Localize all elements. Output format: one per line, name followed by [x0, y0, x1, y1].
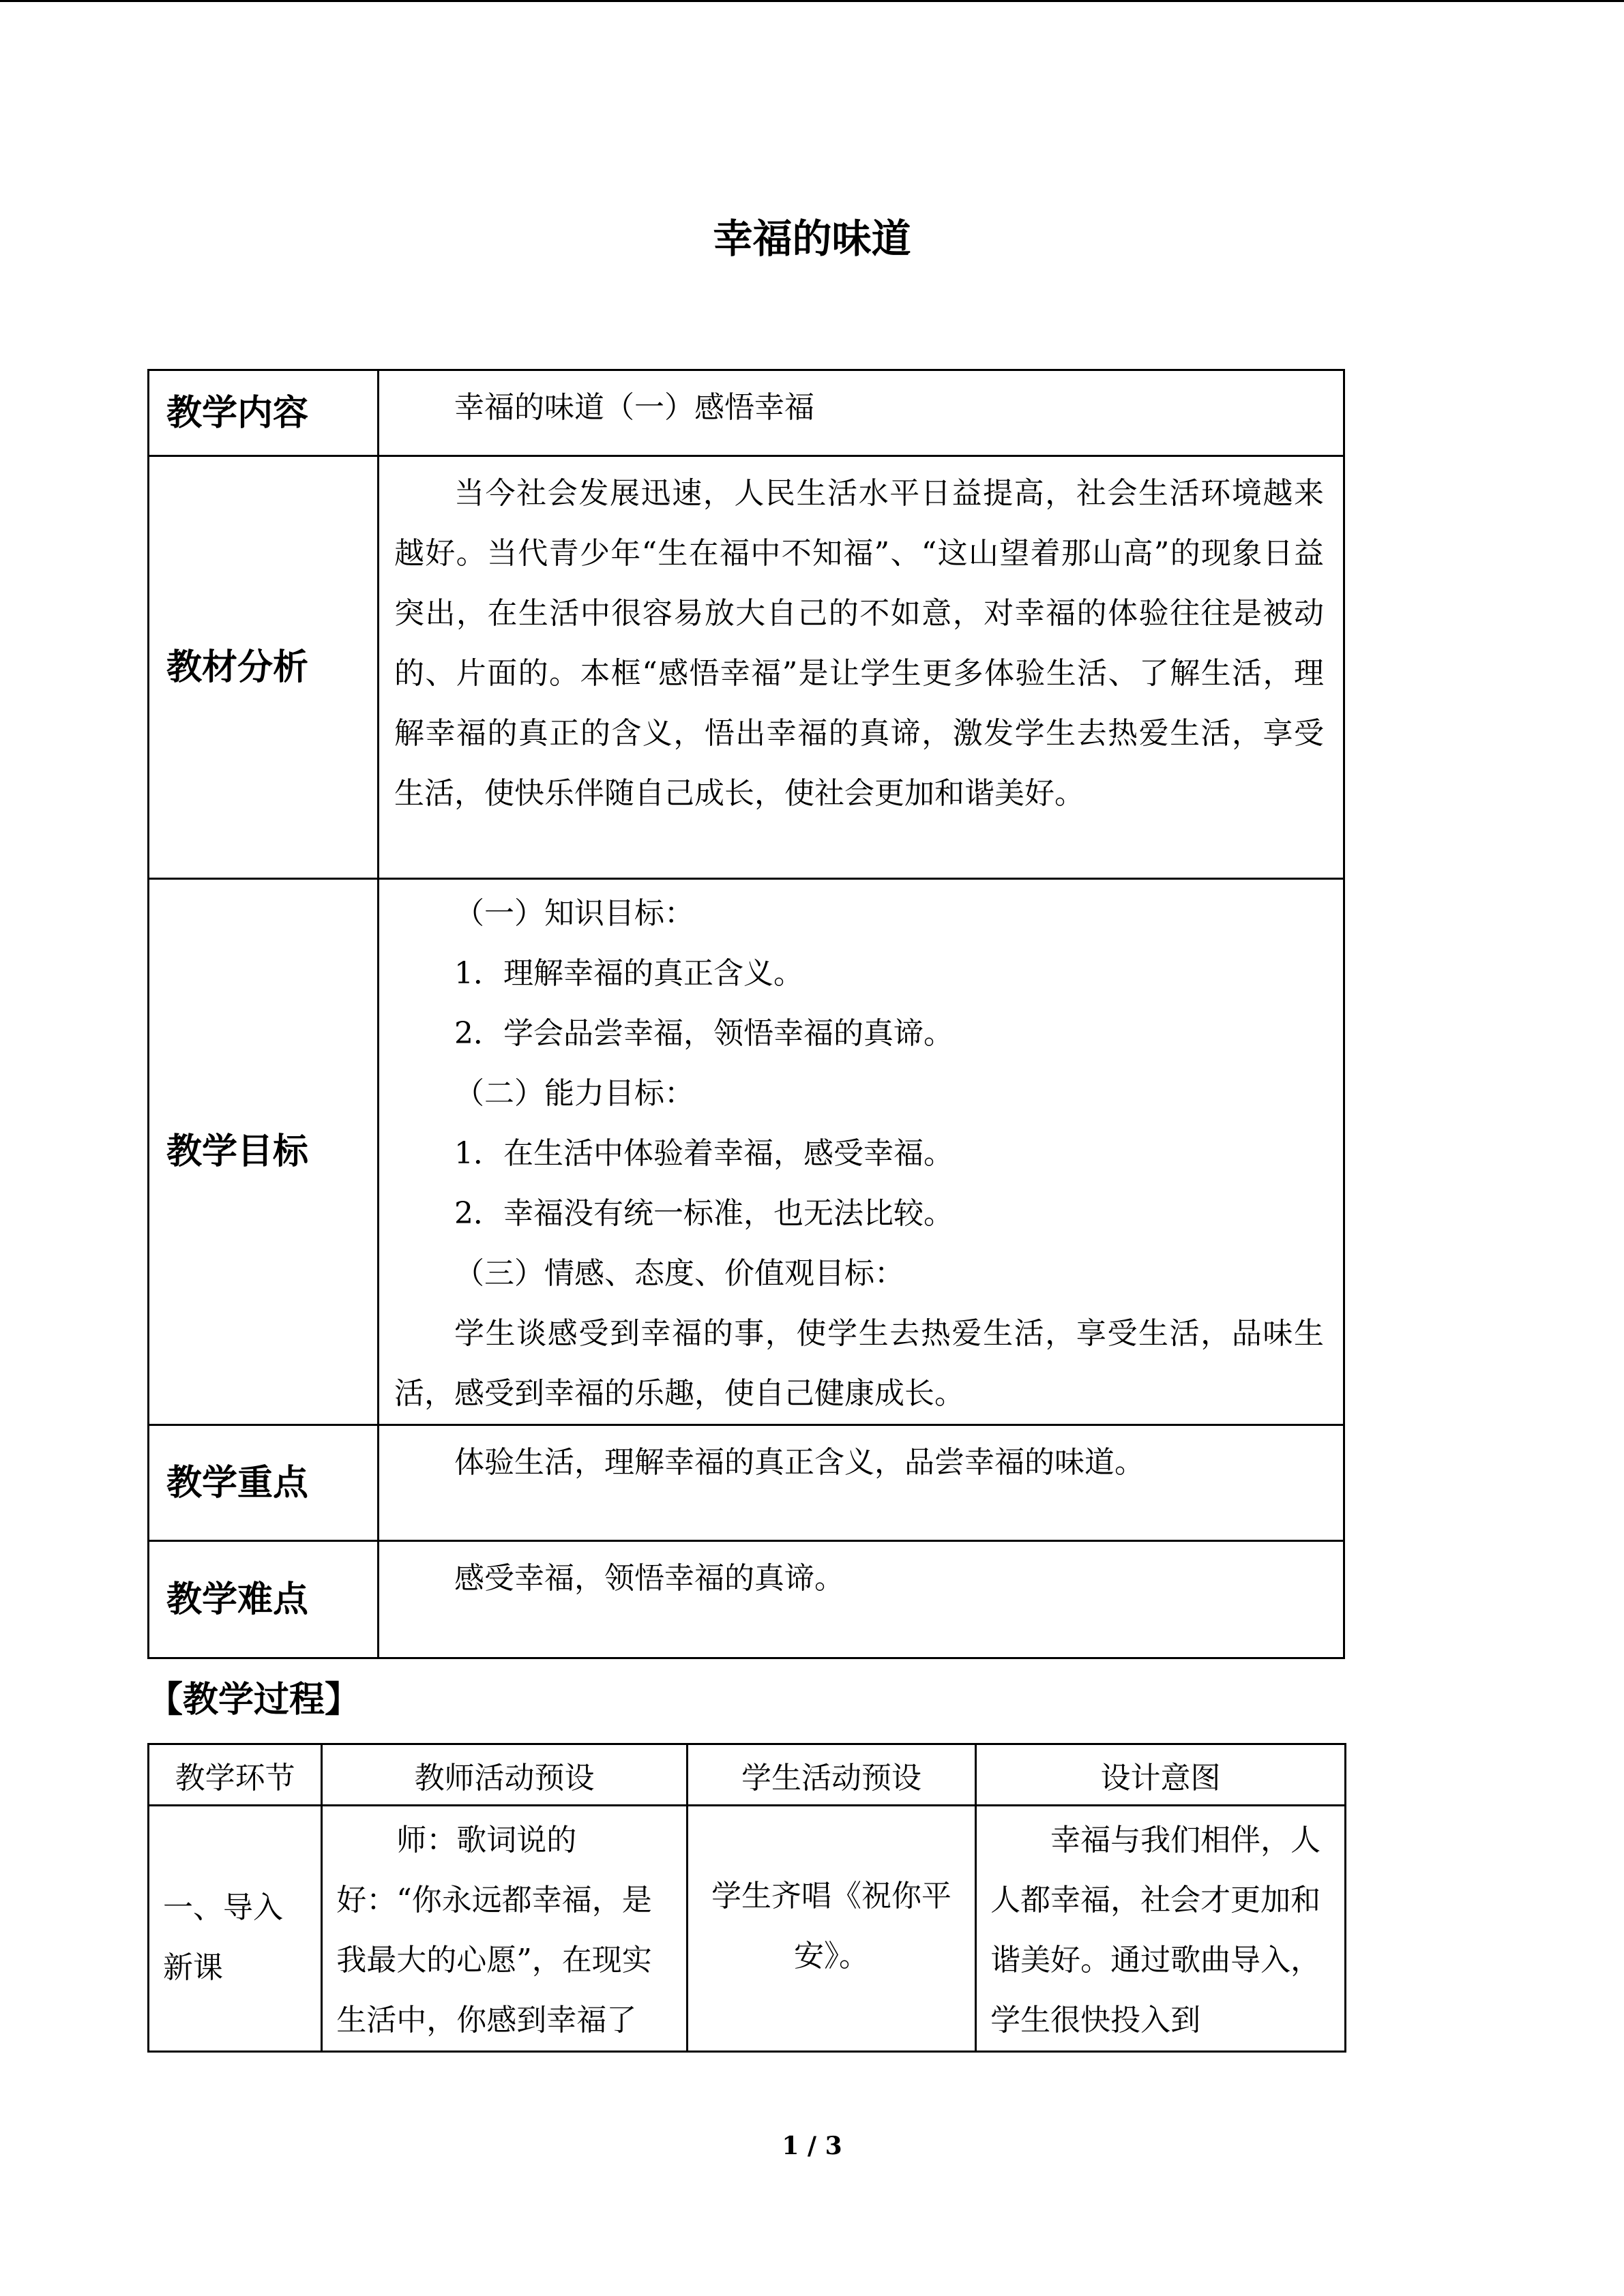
stage-cell: 一、导入新课 [149, 1806, 322, 2052]
lesson-info-table [147, 369, 1345, 1659]
key-point-text: 体验生活，理解幸福的真正含义，品尝幸福的味道。 [454, 1445, 1145, 1480]
difficulty-cell [379, 1541, 1344, 1658]
goal-line: （二）能力目标： [454, 1076, 694, 1111]
goal-line: （三）情感、态度、价值观目标： [454, 1256, 904, 1291]
column-header: 设计意图 [976, 1744, 1346, 1806]
design-intent-text: 幸福与我们相伴，人人都幸福，社会才更加和谐美好。通过歌曲导入，学生很快投入到 [990, 1823, 1321, 2038]
teaching-content-text: 幸福的味道（一）感悟幸福 [454, 390, 814, 425]
top-border-line [0, 0, 1624, 2]
table-header-row [149, 1744, 1346, 1806]
row-label-difficulty: 教学难点 [149, 1541, 379, 1658]
row-label-analysis: 教材分析 [149, 456, 379, 879]
goal-line: 2．幸福没有统一标准，也无法比较。 [454, 1196, 954, 1231]
table-row [149, 879, 1344, 1425]
student-activity-cell: 学生齐唱《祝你平安》。 [687, 1806, 975, 2052]
process-heading: 【教学过程】 [147, 1680, 361, 1720]
document-title: 幸福的味道 [713, 215, 911, 262]
table-row [149, 1806, 1346, 2052]
goal-line: 2．学会品尝幸福，领悟幸福的真谛。 [454, 1016, 954, 1051]
goal-line: 学生谈感受到幸福的事，使学生去热爱生活，享受生活，品味生活，感受到幸福的乐趣，使自己健康成长。 [394, 1316, 1324, 1411]
difficulty-text: 感受幸福，领悟幸福的真谛。 [454, 1561, 844, 1596]
teaching-process-table [147, 1743, 1346, 2053]
column-header: 教学环节 [149, 1744, 322, 1806]
table-row [149, 456, 1344, 879]
content-cell [379, 370, 1344, 456]
analysis-cell [379, 456, 1344, 879]
goal-line: 1．理解幸福的真正含义。 [454, 956, 803, 991]
teacher-activity-text: 师：歌词说的好：“你永远都幸福，是我最大的心愿”，在现实生活中，你感到幸福了 [336, 1823, 652, 2038]
table-row [149, 1541, 1344, 1658]
table-row [149, 370, 1344, 456]
material-analysis-text: 当今社会发展迅速，人民生活水平日益提高，社会生活环境越来越好。当代青少年“生在福中不知福”、“这山望着那山高”的现象日益突出，在生活中很容易放大自己的不如意，对幸福的体验往往是被动的、片面的。本框“感悟幸福”是让学生更多体验生活、了解生活，理解幸福的真正的含义，悟出幸福的真谛，激发学生去热爱生活，享受生活，使快乐伴随自己成长，使社会更加和谐美好。 [394, 476, 1324, 811]
column-header: 教师活动预设 [322, 1744, 688, 1806]
page-number: 1 / 3 [782, 2132, 842, 2160]
goal-line: 1．在生活中体验着幸福，感受幸福。 [454, 1136, 954, 1171]
goals-cell [379, 879, 1344, 1425]
design-intent-cell [976, 1806, 1346, 2052]
goal-line: （一）知识目标： [454, 896, 694, 931]
table-row [149, 1425, 1344, 1541]
row-label-goals: 教学目标 [149, 879, 379, 1425]
teacher-activity-cell [322, 1806, 688, 2052]
row-label-key-point: 教学重点 [149, 1425, 379, 1541]
row-label-content: 教学内容 [149, 370, 379, 456]
key-point-cell [379, 1425, 1344, 1541]
column-header: 学生活动预设 [687, 1744, 975, 1806]
